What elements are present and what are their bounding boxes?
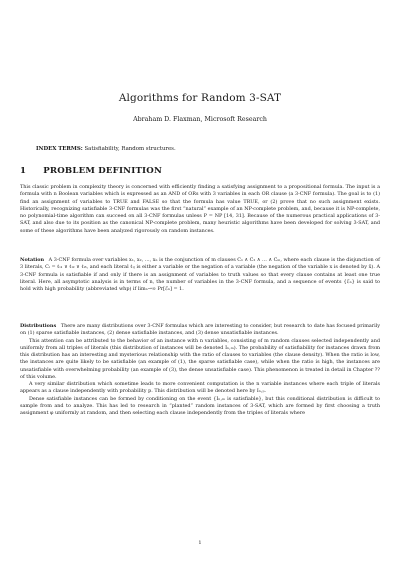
attention-paragraph: This attention can be attributed to the behavior of an instance with n variables, consisting of m random clauses selected independently and uniformly from all triples of literals (this distribution of instances will be denoted Iₙ,ₘ). The probability of satisfiability for instances drawn from this distribution has an interesting and mysterious relationship with the ratio of clauses to variables (the clause density). When the ratio is low, the instances are quite likely to be satisfiable (an example of (1), the sparse satisfiable case), while when the ratio is high, the instances are unsatisfiable with overwhelming probability (an example of (3), the dense unsatisfiable case). This phenomenon is treated in detail in Chapter ?? of this volume. — [20, 337, 380, 380]
dense-satisfiable-paragraph: Dense satisfiable instances can be formed by conditioning on the event {Iₙ,ₘ is satisfiable}, but this conditional distribution is difficult to sample from and to analyze. This has led to research in “planted” random instances of 3-SAT, which are formed by first choosing a truth assignment φ uniformly at random, and then selecting each clause independently from the triples of literals where — [20, 395, 380, 416]
author-line: Abraham D. Flaxman, Microsoft Research — [133, 116, 267, 123]
index-terms — [36, 146, 374, 152]
notation-paragraph-block — [20, 257, 380, 293]
distributions-heading: Distributions — [20, 323, 57, 329]
distributions-paragraph — [20, 323, 380, 338]
index-terms-label: INDEX TERMS: — [36, 146, 83, 152]
section-title: PROBLEM DEFINITION — [43, 166, 163, 176]
intro-paragraph: This classic problem in complexity theory is concerned with efficiently finding a satisfying assignment to a propositional formula. The input is a formula with n Boolean variables which is expressed as an AND of ORs with 3 variables in each OR clause (a 3-CNF formula). The goal is to (1) find an assignment of variables to TRUE and FALSE so that the formula has value TRUE, or (2) prove that no such assignment exists. Historically, recognizing satisfiable 3-CNF formulas was the first “natural” example of an NP-complete problem, and, because it is NP-complete, no polynomial-time algorithm can succeed on all 3-CNF formulas unless P = NP [14, 31]. Because of the numerous practical applications of 3-SAT, and also due to its position as the canonical NP-complete problem, many heuristic algorithms have been developed for solving 3-SAT, and some of these algorithms have been analyzed rigorously on random instances. — [20, 184, 380, 234]
notation-heading: Notation — [20, 257, 45, 263]
notation-text: A 3-CNF formula over variables x₁, x₂, …, xₙ is the conjunction of m clauses C₁ ∧ C₂ ∧ … ∧ Cₘ, where each clause is the disjunction of 3 literals, Cᵢ = ℓᵢ₁ ∨ ℓᵢ₂ ∨ ℓᵢ₃, and each literal ℓᵢⱼ is either a variable or the negation of a variable (the negation of the variable x is denoted by x̄). A 3-CNF formula is satisfiable if and only if there is an assignment of variables to truth values so that every clause contains at least one true literal. Here, all asymptotic analysis is in terms of n, the number of variables in the 3-CNF formula, and a sequence of events {ℰₙ} is said to hold with high probability (abbreviated whp) if limₙ→∞ Pr[ℰₙ] = 1. — [20, 257, 380, 292]
similar-distribution-paragraph: A very similar distribution which sometime leads to more convenient computation is the n variable instances where each triple of literals appears as a clause independently with probability p. This distribution will be denoted here by Iₙ,ₚ. — [20, 381, 380, 395]
distributions-text: There are many distributions over 3-CNF formulas which are interesting to consider, but research to date has focused primarily on (1) sparse satisfiable instances, (2) dense satisfiable instances, and (3) dense unsatisfiable instances. — [20, 323, 380, 337]
section-number: 1 — [20, 166, 27, 176]
paper-title: Algorithms for Random 3-SAT — [118, 92, 282, 104]
intro-paragraph-block — [20, 184, 380, 235]
page-number: 1 — [198, 540, 202, 546]
index-terms-text: Satisfiability, Random structures. — [84, 146, 176, 152]
distributions-block — [20, 323, 380, 417]
notation-paragraph — [20, 257, 380, 293]
section-heading — [20, 166, 162, 176]
